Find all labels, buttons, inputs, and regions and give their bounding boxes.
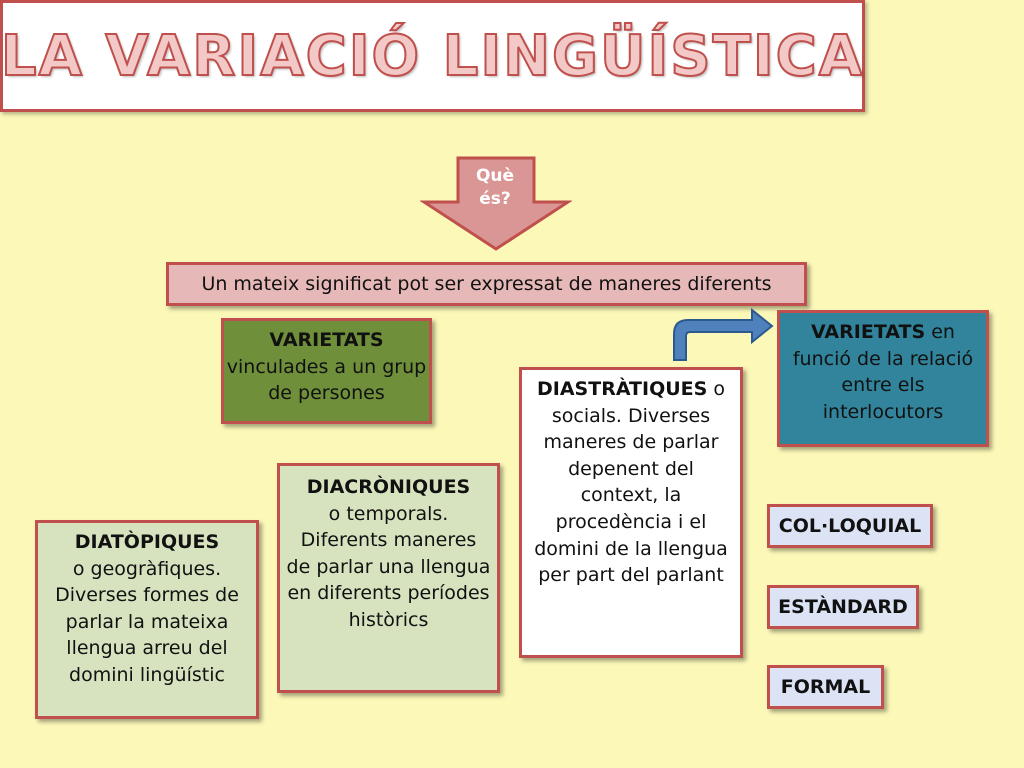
definition-text: Un mateix significat pot ser expressat de maneres diferents	[201, 273, 772, 295]
page-title: LA VARIACIÓ LINGÜÍSTICA	[0, 23, 865, 89]
register-formal	[767, 665, 884, 709]
diacroniques-heading: DIACRÒNIQUES	[306, 476, 471, 498]
diatopiques-heading: DIATÒPIQUES	[74, 531, 220, 553]
varietats-interlocutors-box	[777, 310, 989, 447]
title-box	[0, 0, 865, 112]
diacroniques-box	[277, 463, 500, 693]
diatopiques-text: o geogràfiques. Diverses formes de parlar la mateixa llengua arreu del domini lingüístic	[55, 557, 239, 686]
register-colloquial	[767, 504, 933, 548]
arrow-label	[463, 165, 527, 211]
diastratiques-heading: DIASTRÀTIQUES	[537, 378, 708, 400]
arrow-label-line1: Què	[475, 166, 515, 186]
diastratiques-text: o socials. Diverses maneres de parlar depenent del context, la procedència i el domini de la llengua per part del parlant	[534, 378, 728, 587]
definition-box	[166, 262, 807, 306]
varietats-interlocutors-text: en funció de la relació entre els interlocutors	[792, 321, 974, 423]
diastratiques-box	[519, 367, 743, 658]
bent-arrow-icon	[668, 306, 778, 364]
varietats-grup-box	[221, 318, 432, 424]
diatopiques-box	[35, 520, 259, 719]
varietats-grup-heading: VARIETATS	[269, 329, 384, 351]
register-colloquial-label: COL·LOQUIAL	[778, 515, 922, 537]
varietats-interlocutors-heading: VARIETATS	[811, 321, 926, 343]
register-formal-label: FORMAL	[780, 676, 871, 698]
varietats-grup-text: vinculades a un grup de persones	[226, 355, 427, 405]
register-standard	[767, 585, 919, 629]
register-standard-label: ESTÀNDARD	[778, 596, 908, 618]
arrow-label-line2: és?	[479, 188, 511, 209]
diacroniques-text: o temporals. Diferents maneres de parlar una llengua en diferents períodes històrics	[286, 502, 491, 631]
